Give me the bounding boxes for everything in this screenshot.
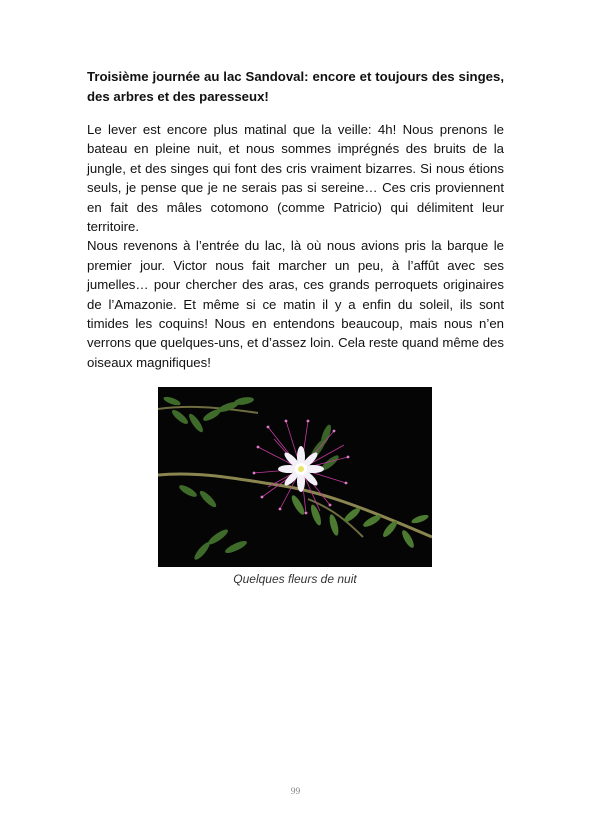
night-flower-photo: [158, 387, 432, 567]
paragraph-1: Le lever est encore plus matinal que la veille: 4h! Nous prenons le bateau en pleine nuit, et nous sommes imprégnés des bruits de la jungle, et des singes qui font des cris vraiment bizarres. Si nous étions seuls, je pense que je ne serais pas si sereine… Ces cris proviennent en fait des mâles cotomono (comme Patricio) qui délimitent leur territoire.: [87, 122, 504, 235]
body-text: [87, 120, 504, 372]
section-heading: Troisième journée au lac Sandoval: encore et toujours des singes, des arbres et des paresseux!: [87, 69, 504, 104]
page-number: 99: [290, 787, 301, 797]
figure-caption: Quelques fleurs de nuit: [233, 572, 357, 586]
paragraph-2: Nous revenons à l’entrée du lac, là où nous avions pris la barque le premier jour. Victor nous fait marcher un peu, à l’affût avec ses jumelles… pour chercher des aras, ces grands perroquets originaires de l’Amazonie. Et même si ce matin il y a enfin du soleil, ils sont timides les coquins! Nous en entendons beaucoup, mais nous n’en verrons que quelques-uns, et d’assez loin. Cela reste quand même des oiseaux magnifiques!: [87, 238, 504, 370]
photo-illustration: [158, 387, 432, 567]
